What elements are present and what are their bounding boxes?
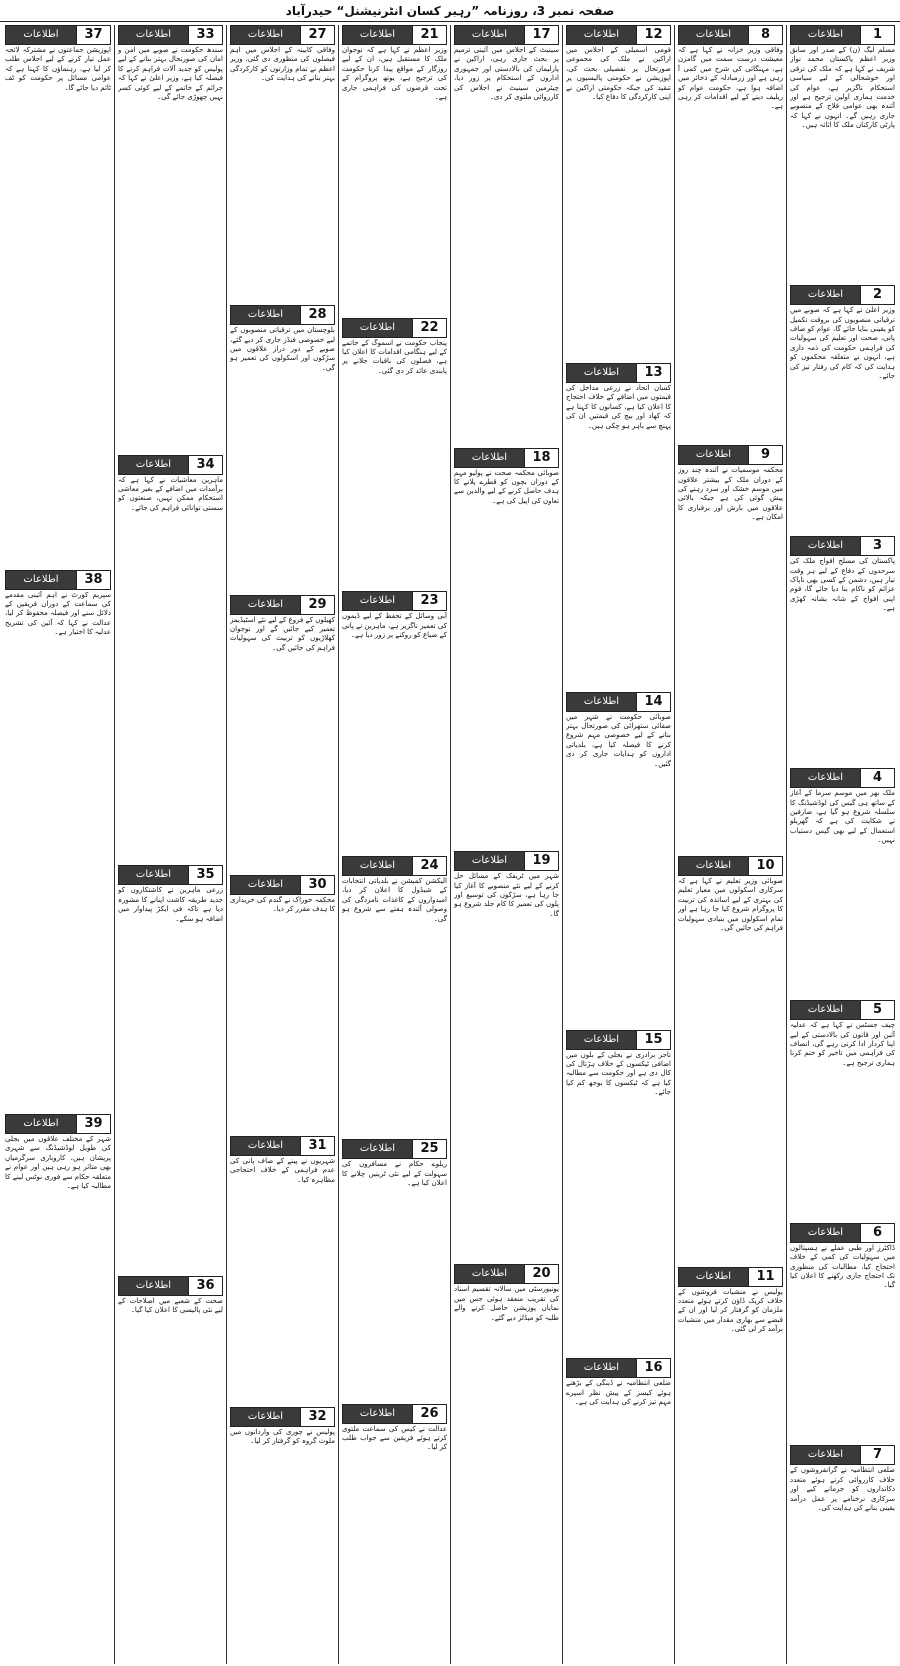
story-number: 24: [412, 857, 446, 875]
news-story: [230, 1407, 335, 1664]
story-body: صوبائی محکمہ صحت نے پولیو مہم کے دوران بچوں کو قطرے پلانے کا ہدف حاصل کرنے کے لیے والدین سے تعاون کی اپیل کی ہے۔: [454, 468, 559, 505]
story-label: اطلاعات: [455, 449, 524, 467]
news-story: [790, 1000, 895, 1219]
story-header: [5, 570, 111, 590]
story-header: [454, 25, 559, 45]
story-number: 38: [76, 571, 110, 589]
story-number: 12: [636, 26, 670, 44]
story-label: اطلاعات: [791, 1224, 860, 1242]
story-body: کھیلوں کے فروغ کے لیے نئے اسٹیڈیمز تعمیر کیے جائیں گے اور نوجوان کھلاڑیوں کو تربیت کی سہولیات فراہم کی جائیں گی۔: [230, 615, 335, 652]
news-column: [674, 25, 786, 1664]
story-body: ریلوے حکام نے مسافروں کی سہولت کے لیے نئی ٹرینیں چلانے کا اعلان کیا ہے۔: [342, 1160, 447, 1187]
story-header: [678, 25, 783, 45]
news-story: [342, 25, 447, 314]
news-story: [230, 1136, 335, 1403]
news-story: [118, 25, 223, 451]
story-label: اطلاعات: [791, 1446, 860, 1464]
story-body: صوبائی حکومت نے شہر میں صفائی ستھرائی کی صورتحال بہتر بنانے کے لیے خصوصی مہم شروع کرنے کا فیصلہ کیا ہے، بلدیاتی اداروں کو ہدایات جاری کر دی گئیں۔: [566, 712, 671, 768]
story-number: 34: [188, 456, 222, 474]
story-header: [342, 318, 447, 338]
story-body: سپریم کورٹ نے اہم آئینی مقدمے کی سماعت کے دوران فریقین کے دلائل سنے اور فیصلہ محفوظ کر لیا، عدالت نے کہا کہ آئین کی تشریح عدلیہ کا اختیار ہے۔: [5, 590, 111, 637]
story-number: 8: [748, 26, 782, 44]
story-body: صوبائی وزیر تعلیم نے کہا ہے کہ سرکاری اسکولوں میں معیار تعلیم کی بہتری کے لیے اساتذہ کی تربیت کا پروگرام شروع کیا جا رہا ہے اور تمام اسکولوں میں بنیادی سہولیات فراہم کی جائیں گی۔: [678, 876, 783, 932]
story-number: 16: [636, 1359, 670, 1377]
story-label: اطلاعات: [567, 364, 636, 382]
story-label: اطلاعات: [455, 26, 524, 44]
story-header: [118, 865, 223, 885]
story-label: اطلاعات: [791, 1001, 860, 1019]
story-number: 35: [188, 866, 222, 884]
news-story: [5, 1114, 111, 1664]
story-body: ملک بھر میں موسم سرما کے آغاز کے ساتھ ہی گیس کی لوڈشیڈنگ کا سلسلہ شروع ہو گیا ہے، صارفین نے شکایت کی ہے کہ گھریلو استعمال کے لیے بھی گیس دستیاب نہیں۔: [790, 789, 895, 845]
story-body: چیف جسٹس نے کہا ہے کہ عدلیہ آئین اور قانون کی بالادستی کے لیے اپنا کردار ادا کرتی رہے گی، انصاف کی فراہمی میں تاخیر کو ختم کرنا ہماری ترجیح ہے۔: [790, 1021, 895, 1067]
news-story: [678, 445, 783, 852]
story-label: اطلاعات: [567, 1359, 636, 1377]
story-body: بلوچستان میں ترقیاتی منصوبوں کے لیے خصوصی فنڈز جاری کر دیے گئے، صوبے کے دور دراز علاقوں میں سڑکوں اور اسکولوں کی تعمیر ہو گی۔: [230, 326, 335, 372]
news-story: [230, 875, 335, 1132]
story-header: [566, 1030, 671, 1050]
story-number: 18: [524, 449, 558, 467]
news-column: [562, 25, 674, 1664]
news-column: [338, 25, 450, 1664]
story-label: اطلاعات: [791, 286, 860, 304]
story-number: 39: [76, 1115, 110, 1133]
story-body: سندھ حکومت نے صوبے میں امن و امان کی صورتحال بہتر بنانے کے لیے پولیس کو جدید آلات فراہم کرنے کا فیصلہ کیا ہے، وزیر اعلیٰ نے کہا کہ جرائم کے خاتمے کے لیے کوئی کسر نہیں چھوڑی جائے گی۔: [118, 46, 223, 102]
news-story: [454, 25, 559, 444]
story-header: [342, 591, 447, 611]
story-label: اطلاعات: [791, 769, 860, 787]
story-label: اطلاعات: [455, 852, 524, 870]
story-number: 14: [636, 693, 670, 711]
story-label: اطلاعات: [119, 866, 188, 884]
story-label: اطلاعات: [343, 1140, 412, 1158]
story-header: [230, 25, 335, 45]
story-header: [790, 1445, 895, 1465]
story-number: 7: [860, 1446, 894, 1464]
news-story: [566, 25, 671, 359]
news-story: [790, 1223, 895, 1442]
news-story: [342, 318, 447, 588]
story-body: پولیس نے منشیات فروشوں کے خلاف کریک ڈاؤن کرتے ہوئے متعدد ملزمان کو گرفتار کر لیا اور ان کے قبضے سے بھاری مقدار میں منشیات برآمد کر لی گئی۔: [678, 1287, 783, 1334]
story-body: عدالت نے کیس کی سماعت ملتوی کرتے ہوئے فریقین سے جواب طلب کر لیا۔: [342, 1424, 447, 1452]
story-number: 31: [300, 1137, 334, 1155]
story-label: اطلاعات: [343, 319, 412, 337]
news-story: [118, 865, 223, 1272]
newspaper-columns: [2, 25, 898, 1664]
story-label: اطلاعات: [6, 571, 76, 589]
story-number: 21: [412, 26, 446, 44]
story-body: صحت کے شعبے میں اصلاحات کے لیے نئی پالیسی کا اعلان کیا گیا۔: [118, 1297, 223, 1315]
story-number: 2: [860, 286, 894, 304]
news-column: [786, 25, 898, 1664]
news-story: [566, 363, 671, 688]
story-number: 32: [300, 1408, 334, 1426]
story-body: وفاقی وزیر خزانہ نے کہا ہے کہ معیشت درست سمت میں گامزن ہے، مہنگائی کی شرح میں کمی آ رہی ہے اور زرمبادلہ کے ذخائر میں اضافہ ہوا ہے، حکومت عوام کو ریلیف دینے کے لیے اقدامات کر رہی ہے۔: [678, 46, 783, 111]
story-header: [790, 1223, 895, 1243]
news-story: [454, 851, 559, 1260]
story-body: ضلعی انتظامیہ نے ڈینگی کے بڑھتے ہوئے کیسز کے پیش نظر اسپرے مہم تیز کرنے کی ہدایت کی ہے۔: [566, 1379, 671, 1406]
story-header: [790, 1000, 895, 1020]
news-story: [342, 856, 447, 1135]
news-story: [118, 455, 223, 862]
story-header: [342, 1404, 447, 1424]
story-body: یونیورسٹی میں سالانہ تقسیم اسناد کی تقریب منعقد ہوئی جس میں نمایاں پوزیشن حاصل کرنے والے طلبہ کو میڈلز دیے گئے۔: [454, 1285, 559, 1322]
news-story: [5, 25, 111, 566]
story-header: [790, 25, 895, 45]
story-body: وزیر اعلیٰ نے کہا ہے کہ صوبے میں ترقیاتی منصوبوں کی بروقت تکمیل کو یقینی بنایا جائے گا، عوام کو صاف پانی، صحت اور تعلیم کی سہولیات کی فراہمی حکومت کی ذمہ داری ہے، انہوں نے متعلقہ محکموں کو ہدایت کی کہ کام کی رفتار تیز کی جائے۔: [790, 306, 895, 381]
news-story: [454, 448, 559, 848]
story-number: 20: [524, 1265, 558, 1283]
story-header: [790, 285, 895, 305]
story-label: اطلاعات: [343, 592, 412, 610]
news-story: [678, 1267, 783, 1664]
story-number: 13: [636, 364, 670, 382]
story-number: 30: [300, 876, 334, 894]
story-label: اطلاعات: [679, 1268, 748, 1286]
story-number: 10: [748, 857, 782, 875]
story-number: 37: [76, 26, 110, 44]
story-body: مسلم لیگ (ن) کے صدر اور سابق وزیر اعظم پاکستان محمد نواز شریف نے کہا ہے کہ ملک کی ترقی اور خوشحالی کے لیے سیاسی استحکام ناگزیر ہے، عوام کی خدمت ہماری اولین ترجیح ہے اور آئندہ بھی عوامی فلاح کے منصوبے جاری رہیں گے۔ انہوں نے کہا کہ پارٹی کارکنان ملک کا اثاثہ ہیں۔: [790, 46, 895, 130]
news-story: [790, 1445, 895, 1664]
news-column: [2, 25, 114, 1664]
story-number: 26: [412, 1405, 446, 1423]
story-number: 5: [860, 1001, 894, 1019]
story-number: 28: [300, 306, 334, 324]
story-header: [566, 363, 671, 383]
story-body: وفاقی کابینہ کے اجلاس میں اہم فیصلوں کی منظوری دی گئی، وزیر اعظم نے تمام وزارتوں کو کارکردگی بہتر بنانے کی ہدایت کی۔: [230, 46, 335, 83]
story-label: اطلاعات: [6, 1115, 76, 1133]
story-header: [678, 856, 783, 876]
story-label: اطلاعات: [567, 1031, 636, 1049]
story-label: اطلاعات: [119, 1277, 188, 1295]
story-header: [5, 25, 111, 45]
story-label: اطلاعات: [119, 26, 188, 44]
story-number: 19: [524, 852, 558, 870]
story-header: [230, 1407, 335, 1427]
news-story: [454, 1264, 559, 1664]
story-header: [230, 305, 335, 325]
story-label: اطلاعات: [679, 26, 748, 44]
news-story: [342, 1139, 447, 1399]
story-header: [678, 445, 783, 465]
story-header: [342, 25, 447, 45]
news-story: [790, 536, 895, 764]
story-body: تاجر برادری نے بجلی کے بلوں میں اضافی ٹیکسوں کے خلاف ہڑتال کی کال دی ہے اور حکومت سے مطالبہ کیا ہے کہ ٹیکسوں کا بوجھ کم کیا جائے۔: [566, 1050, 671, 1097]
news-story: [5, 570, 111, 1111]
story-number: 22: [412, 319, 446, 337]
story-label: اطلاعات: [119, 456, 188, 474]
story-label: اطلاعات: [231, 596, 300, 614]
story-number: 6: [860, 1224, 894, 1242]
story-label: اطلاعات: [455, 1265, 524, 1283]
story-label: اطلاعات: [343, 857, 412, 875]
story-header: [118, 455, 223, 475]
news-story: [342, 1404, 447, 1664]
story-header: [678, 1267, 783, 1287]
news-story: [566, 1358, 671, 1664]
story-label: اطلاعات: [231, 306, 300, 324]
story-header: [566, 25, 671, 45]
story-body: پولیس نے چوری کی وارداتوں میں ملوث گروہ کو گرفتار کر لیا۔: [230, 1427, 335, 1446]
story-label: اطلاعات: [343, 1405, 412, 1423]
story-label: اطلاعات: [343, 26, 412, 44]
story-header: [790, 536, 895, 556]
story-header: [118, 1276, 223, 1296]
news-story: [790, 25, 895, 281]
story-number: 23: [412, 592, 446, 610]
story-label: اطلاعات: [679, 446, 748, 464]
news-story: [678, 856, 783, 1263]
story-number: 36: [188, 1277, 222, 1295]
story-body: اپوزیشن جماعتوں نے مشترکہ لائحہ عمل تیار کرنے کے لیے اجلاس طلب کر لیا ہے، رہنماؤں کا کہنا ہے کہ عوامی مسائل پر حکومت کو ٹف ٹائم دیا جائے گا۔: [5, 46, 111, 92]
news-story: [678, 25, 783, 441]
story-body: آبی وسائل کے تحفظ کے لیے ڈیموں کی تعمیر ناگزیر ہے، ماہرین نے پانی کے ضیاع کو روکنے پر زور دیا ہے۔: [342, 612, 447, 640]
story-number: 9: [748, 446, 782, 464]
story-body: شہر کے مختلف علاقوں میں بجلی کی طویل لوڈشیڈنگ سے شہری پریشان ہیں، کاروباری سرگرمیاں بھی متاثر ہو رہی ہیں اور عوام نے متعلقہ حکام سے فوری نوٹس لینے کا مطالبہ کیا ہے۔: [5, 1135, 111, 1191]
story-header: [230, 595, 335, 615]
story-body: شہر میں ٹریفک کے مسائل حل کرنے کے لیے نئے منصوبے کا آغاز کیا جا رہا ہے، سڑکوں کی توسیع اور پلوں کی تعمیر کا کام جلد شروع ہو گا۔: [454, 872, 559, 918]
page-masthead: صفحہ نمبر 3، روزنامہ ”رہبر کسان انٹرنیشنل“ حیدرآباد: [0, 0, 900, 22]
story-number: 11: [748, 1268, 782, 1286]
story-label: اطلاعات: [791, 26, 860, 44]
story-number: 33: [188, 26, 222, 44]
story-number: 1: [860, 26, 894, 44]
story-body: قومی اسمبلی کے اجلاس میں اراکین نے ملک کی مجموعی صورتحال پر تفصیلی بحث کی، اپوزیشن نے حکومتی پالیسیوں پر تنقید کی جبکہ حکومتی اراکین نے اپنی کارکردگی کا دفاع کیا۔: [566, 46, 671, 102]
news-column: [114, 25, 226, 1664]
story-header: [230, 875, 335, 895]
story-body: پنجاب حکومت نے اسموگ کے خاتمے کے لیے ہنگامی اقدامات کا اعلان کیا ہے، فصلوں کی باقیات جلانے پر پابندی عائد کر دی گئی۔: [342, 338, 447, 375]
story-number: 27: [300, 26, 334, 44]
story-number: 25: [412, 1140, 446, 1158]
story-body: سینیٹ کے اجلاس میں آئینی ترمیم پر بحث جاری رہی، اراکین نے پارلیمان کی بالادستی اور جمہوری اداروں کے استحکام پر زور دیا، چیئرمین سینیٹ نے اجلاس کی کارروائی ملتوی کر دی۔: [454, 46, 559, 102]
story-header: [454, 851, 559, 871]
story-number: 3: [860, 537, 894, 555]
story-label: اطلاعات: [6, 26, 76, 44]
story-body: شہریوں نے پینے کے صاف پانی کی عدم فراہمی کے خلاف احتجاجی مظاہرہ کیا۔: [230, 1157, 335, 1184]
story-body: ضلعی انتظامیہ نے گرانفروشوں کے خلاف کارروائی کرتے ہوئے متعدد دکانداروں کو جرمانے کیے اور سرکاری نرخنامے پر عمل درآمد یقینی بنانے کی ہدایت کی۔: [790, 1466, 895, 1513]
story-body: پاکستان کی مسلح افواج ملک کی سرحدوں کے دفاع کے لیے ہر وقت تیار ہیں، دشمن کے کسی بھی ناپاک عزائم کو ناکام بنا دیا جائے گا، قوم اپنی افواج کے شانہ بشانہ کھڑی ہے۔: [790, 557, 895, 613]
story-header: [790, 768, 895, 788]
news-story: [342, 591, 447, 851]
news-story: [566, 692, 671, 1026]
story-body: ماہرین معاشیات نے کہا ہے کہ برآمدات میں اضافے کے بغیر معاشی استحکام ممکن نہیں، صنعتوں کو سستی توانائی فراہم کی جائے۔: [118, 475, 223, 512]
story-label: اطلاعات: [231, 1137, 300, 1155]
story-label: اطلاعات: [231, 876, 300, 894]
story-header: [566, 1358, 671, 1378]
story-header: [342, 856, 447, 876]
news-column: [450, 25, 562, 1664]
story-body: زرعی ماہرین نے کاشتکاروں کو جدید طریقہ کاشت اپنانے کا مشورہ دیا ہے تاکہ فی ایکڑ پیداوار میں اضافہ ہو سکے۔: [118, 886, 223, 923]
news-column: [226, 25, 338, 1664]
story-label: اطلاعات: [567, 26, 636, 44]
story-label: اطلاعات: [567, 693, 636, 711]
story-label: اطلاعات: [231, 26, 300, 44]
news-story: [790, 768, 895, 996]
story-label: اطلاعات: [791, 537, 860, 555]
story-body: الیکشن کمیشن نے بلدیاتی انتخابات کے شیڈول کا اعلان کر دیا، امیدواروں کے کاغذات نامزدگی کی وصولی آئندہ ہفتے سے شروع ہو گی۔: [342, 876, 447, 923]
news-story: [230, 305, 335, 591]
story-header: [566, 692, 671, 712]
story-number: 17: [524, 26, 558, 44]
story-label: اطلاعات: [231, 1408, 300, 1426]
story-header: [118, 25, 223, 45]
story-body: کسان اتحاد نے زرعی مداخل کی قیمتوں میں اضافے کے خلاف احتجاج کا اعلان کیا ہے، کسانوں کا کہنا ہے کہ کھاد اور بیج کی قیمتیں ان کی پہنچ سے باہر ہو چکی ہیں۔: [566, 384, 671, 430]
news-story: [118, 1276, 223, 1664]
story-header: [342, 1139, 447, 1159]
story-header: [230, 1136, 335, 1156]
story-label: اطلاعات: [679, 857, 748, 875]
news-story: [790, 285, 895, 532]
story-header: [5, 1114, 111, 1134]
news-story: [566, 1030, 671, 1355]
news-story: [230, 595, 335, 871]
story-body: ڈاکٹرز اور طبی عملے نے ہسپتالوں میں سہولیات کی کمی کے خلاف احتجاج کیا، مطالبات کی منظوری تک احتجاج جاری رکھنے کا اعلان کیا گیا۔: [790, 1243, 895, 1290]
story-body: محکمہ موسمیات نے آئندہ چند روز کے دوران ملک کے بیشتر علاقوں میں موسم خشک اور سرد رہنے کی پیش گوئی کی ہے جبکہ بالائی علاقوں میں بارش اور برفباری کا امکان ہے۔: [678, 466, 783, 522]
story-number: 4: [860, 769, 894, 787]
story-body: محکمہ خوراک نے گندم کی خریداری کا ہدف مقرر کر دیا۔: [230, 895, 335, 914]
story-header: [454, 448, 559, 468]
story-header: [454, 1264, 559, 1284]
story-number: 15: [636, 1031, 670, 1049]
story-body: وزیر اعظم نے کہا ہے کہ نوجوان ملک کا مستقبل ہیں، ان کے لیے روزگار کے مواقع پیدا کرنا حکومت کی ترجیح ہے، یوتھ پروگرام کے تحت قرضوں کی فراہمی جاری ہے۔: [342, 46, 447, 102]
story-number: 29: [300, 596, 334, 614]
news-story: [230, 25, 335, 301]
